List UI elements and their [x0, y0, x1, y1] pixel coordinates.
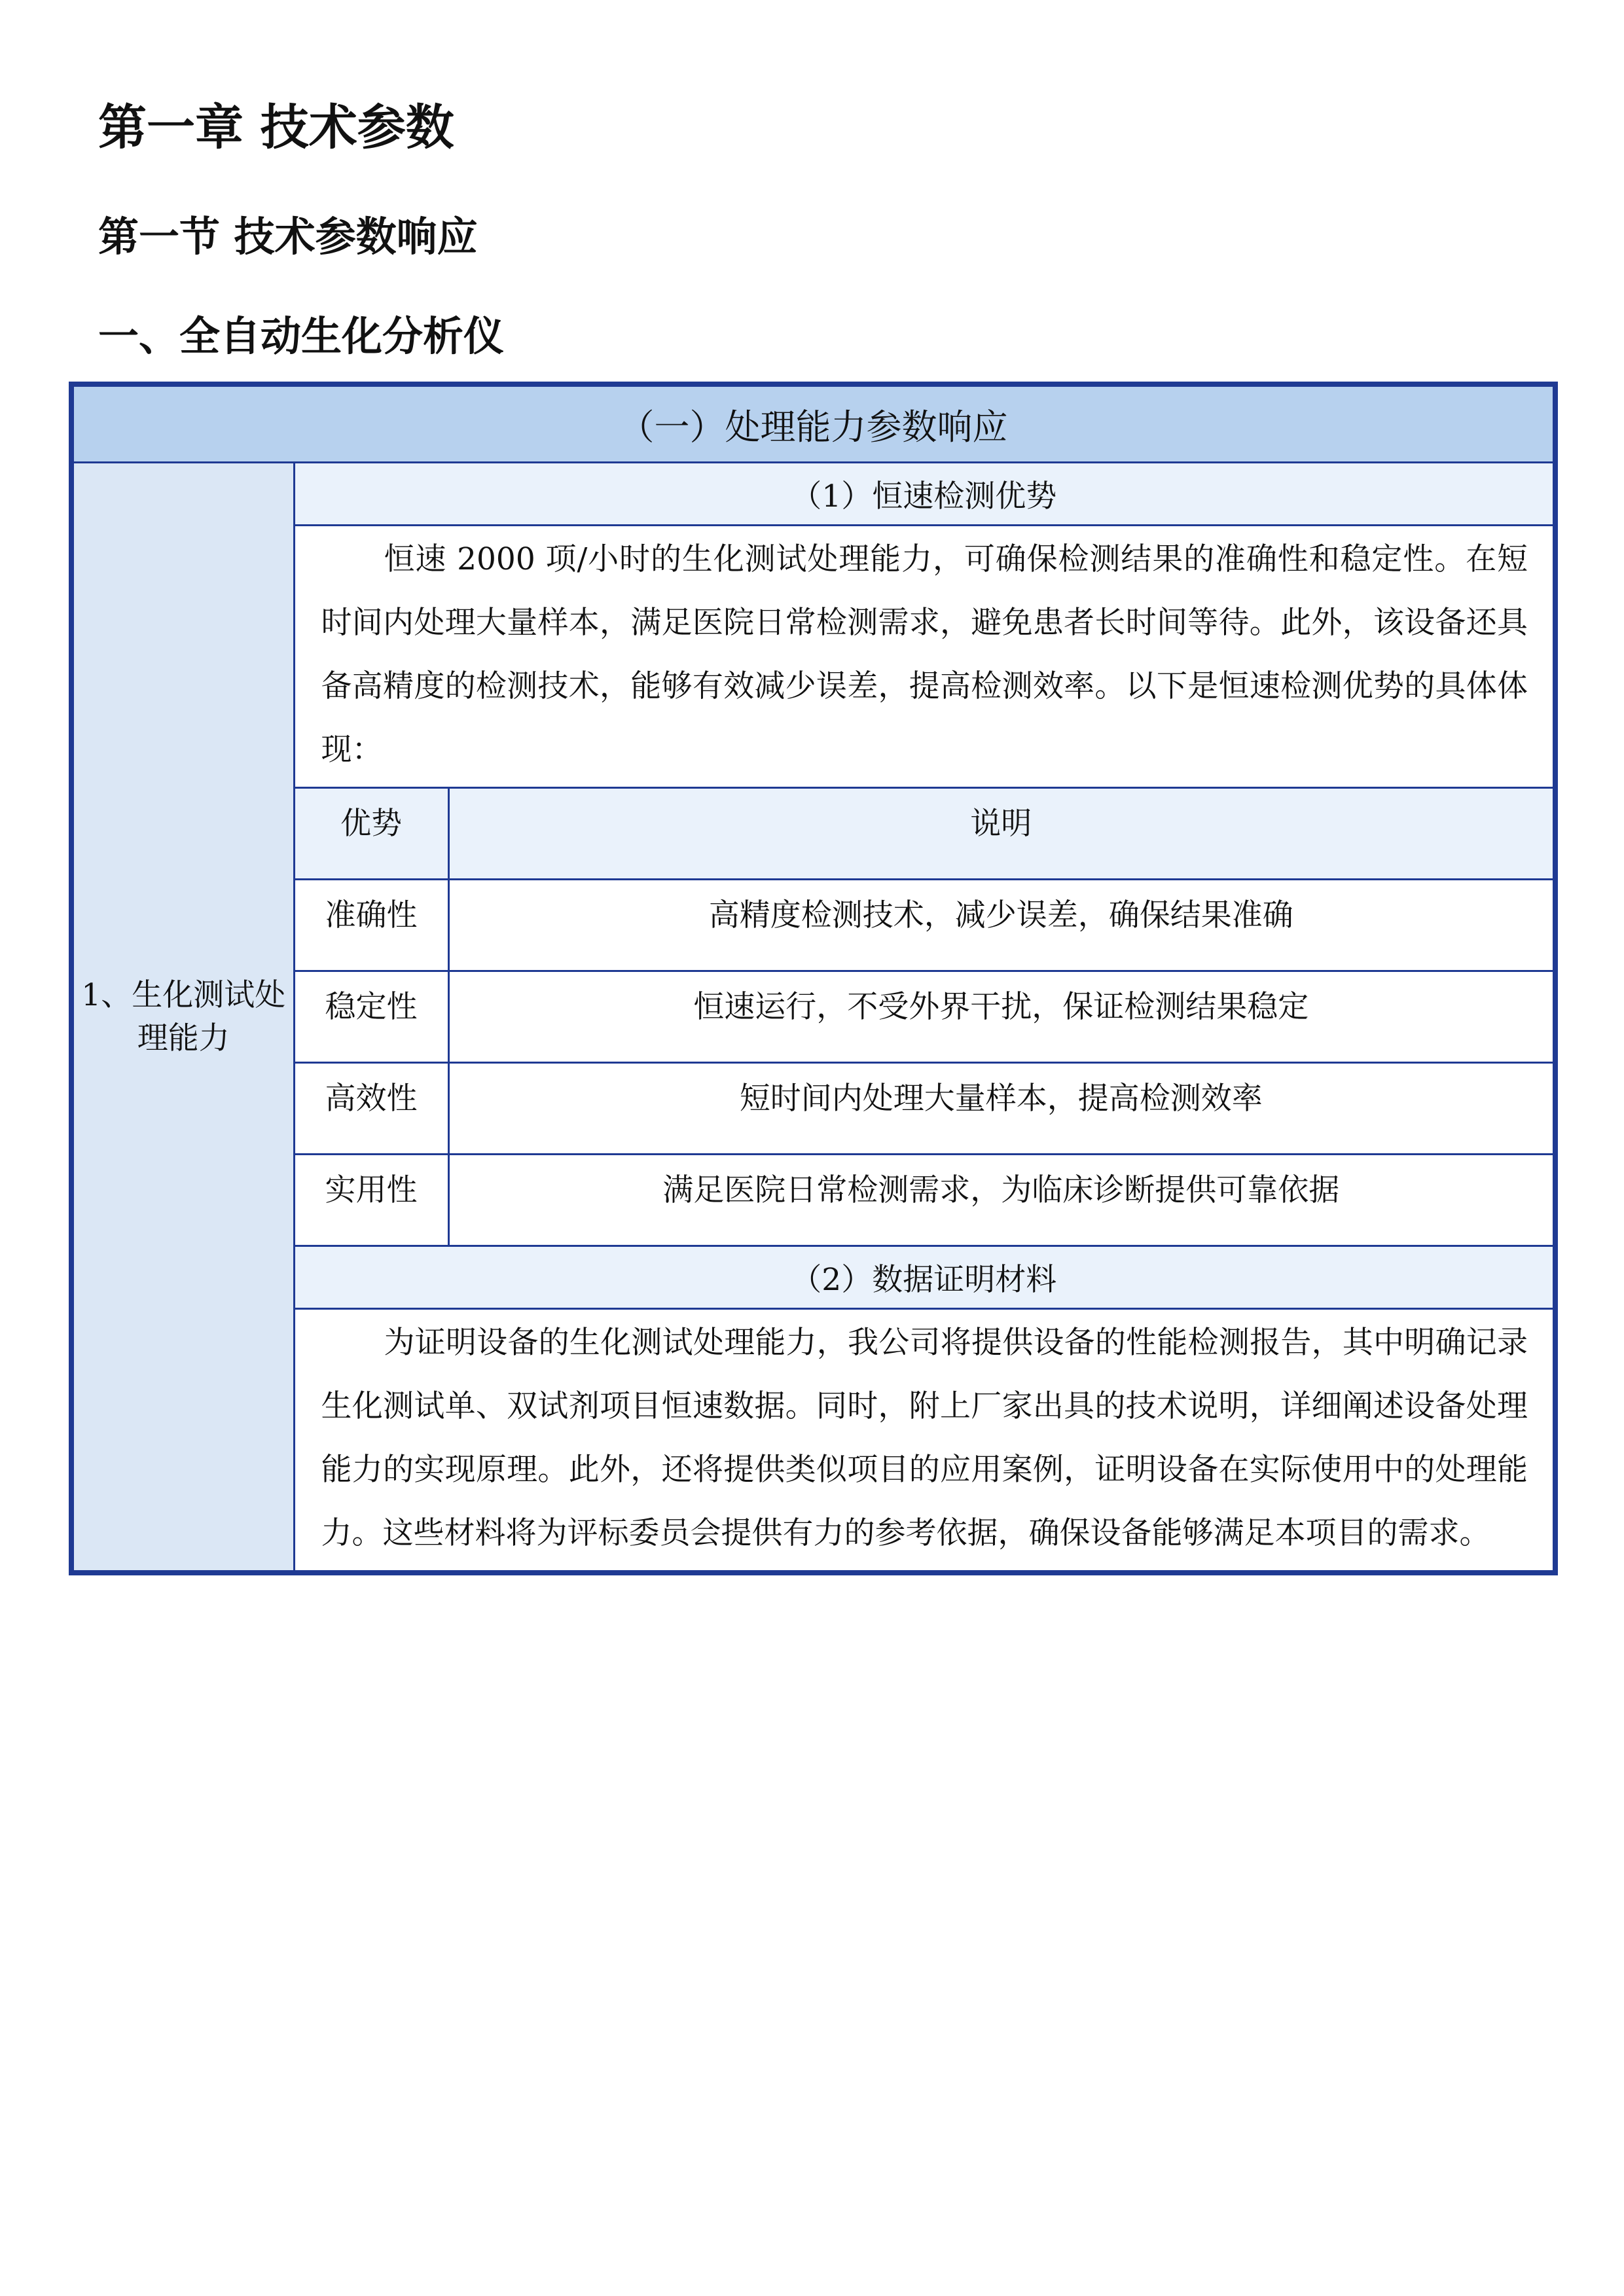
advantage-description: 短时间内处理大量样本，提高检测效率: [448, 1063, 1553, 1155]
description-header: 说明: [448, 789, 1553, 880]
sub2-paragraph-cell: [294, 1309, 1555, 1573]
advantages-table: [295, 789, 1553, 1245]
advantage-description: 满足医院日常检测需求，为临床诊断提供可靠依据: [448, 1155, 1553, 1246]
left-label-cell: [71, 463, 294, 1573]
advantage-description: 恒速运行，不受外界干扰，保证检测结果稳定: [448, 971, 1553, 1063]
advantage-header: 优势: [295, 789, 449, 880]
section-title-cell: （一）处理能力参数响应: [71, 384, 1555, 463]
sub2-paragraph: 为证明设备的生化测试处理能力，我公司将提供设备的性能检测报告，其中明确记录生化测试单、双试剂项目恒速数据。同时，附上厂家出具的技术说明，详细阐述设备处理能力的实现原理。此外，还将提供类似项目的应用案例，证明设备在实际使用中的处理能力。这些材料将为评标委员会提供有力的参考依据，确保设备能够满足本项目的需求。: [321, 1325, 1528, 1551]
left-label: 1、生化测试处理能力: [81, 977, 286, 1056]
sub1-title: （1）恒速检测优势: [294, 463, 1555, 526]
table-row: [295, 880, 1553, 971]
advantages-header-row: [295, 789, 1553, 880]
sub1-paragraph-cell: [294, 526, 1555, 788]
sub1-paragraph: 恒速 2000 项/小时的生化测试处理能力，可确保检测结果的准确性和稳定性。在短时间内处理大量样本，满足医院日常检测需求，避免患者长时间等待。此外，该设备还具备高精度的检测技术，能够有效减少误差，提高检测效率。以下是恒速检测优势的具体体现：: [321, 541, 1528, 768]
table-row: [295, 1063, 1553, 1155]
chapter-heading: 第一章 技术参数: [98, 99, 454, 156]
sub2-title: （2）数据证明材料: [294, 1246, 1555, 1309]
section-heading: 第一节 技术参数响应: [98, 213, 478, 260]
parameter-response-table: [69, 382, 1558, 1575]
table-row: [295, 971, 1553, 1063]
advantage-description: 高精度检测技术，减少误差，确保结果准确: [448, 880, 1553, 971]
advantage-name: 实用性: [295, 1155, 449, 1246]
advantages-cell: [294, 788, 1555, 1246]
item-heading: 一、全自动生化分析仪: [98, 312, 505, 360]
advantage-name: 高效性: [295, 1063, 449, 1155]
advantage-name: 稳定性: [295, 971, 449, 1063]
advantage-name: 准确性: [295, 880, 449, 971]
table-row: [295, 1155, 1553, 1246]
